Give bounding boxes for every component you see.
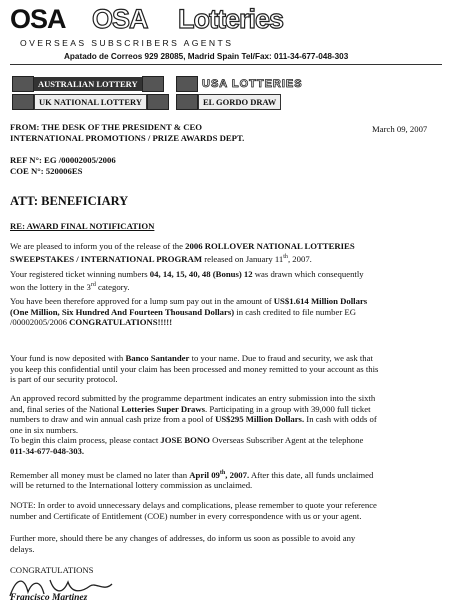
paragraph-payout <box>10 296 440 328</box>
banner-right <box>176 76 307 110</box>
p2-text-2: was drawn which consequently <box>252 269 364 279</box>
p7-text: NOTE: In order to avoid unnecessary delays and complications, please remember to quote your reference <box>10 500 377 510</box>
logo-abbr: OSA <box>10 4 66 34</box>
banner-usa-lotteries: USA LOTTERIES <box>202 78 303 90</box>
australia-flag-icon <box>12 76 34 92</box>
uk-flag-icon <box>147 94 169 110</box>
p6-year: , 2007. <box>225 469 250 480</box>
p3-text: You have been therefore approved for a lump sum pay out in the amount of <box>10 296 274 306</box>
uk-flag-icon <box>12 94 34 110</box>
p1-sweepstakes: SWEEPSTAKES / INTERNATIONAL PROGRAM <box>10 253 203 264</box>
coe-number: COE N°: 520006ES <box>10 166 83 176</box>
paragraph-numbers <box>10 269 440 292</box>
p4-text-4: is part of our security protocol. <box>10 374 118 385</box>
p5-pool: US$295 Million Dollars. <box>215 414 305 425</box>
p6-text-2: After this date, all funds unclaimed <box>249 469 374 480</box>
att-heading: ATT: BENEFICIARY <box>10 194 129 208</box>
banner-australian-lottery: AUSTRALIAN LOTTERY <box>34 77 142 91</box>
p1-text: We are pleased to inform you of the release of the <box>10 241 186 251</box>
p3-congrats: CONGRATULATIONS!!!!! <box>69 317 173 328</box>
paragraph-deadline <box>10 468 440 491</box>
p3-amount-words: (One Million, Six Hundred And Fourteen Thousand Dollars) <box>10 306 235 317</box>
p6-sup: th <box>219 470 226 476</box>
p5-text-4: numbers to draw and win annual cash prize from a pool of <box>10 414 216 425</box>
p2-numbers: 04, 14, 15, 40, 48 (Bonus) 12 <box>149 269 253 279</box>
p4-text-2: to your name. Due to fraud and security, we ask that <box>189 353 373 363</box>
p2-text: Your registered ticket winning numbers <box>10 269 150 279</box>
p2-text-3: won the lottery in the 3 <box>10 281 91 292</box>
paragraph-address-change <box>10 533 440 554</box>
re-heading: RE: AWARD FINAL NOTIFICATION <box>10 221 155 231</box>
from-line-2: INTERNATIONAL PROMOTIONS / PRIZE AWARDS DEPT. <box>10 133 245 143</box>
p8-text: Further more, should there be any changes of addresses, do inform us soon as possible to avoid any <box>10 533 356 543</box>
australia-flag-icon <box>142 76 164 92</box>
p5-text: An approved record submitted by the programme department indicates an entry submission into the sixth <box>10 393 376 403</box>
p1-program: 2006 ROLLOVER NATIONAL LOTTERIES <box>185 241 355 251</box>
paragraph-deposit <box>10 353 440 385</box>
ref-number: REF N°: EG /00002005/2006 <box>10 155 116 165</box>
letter-date: March 09, 2007 <box>372 124 428 134</box>
letterhead-logo <box>10 4 440 36</box>
p6-deadline: April 09 <box>189 469 220 480</box>
p3-file-number: /00002005/2006 <box>10 317 70 328</box>
p5-super-draws: Lotteries Super Draws <box>121 403 206 414</box>
p8-text-2: delays. <box>10 543 35 554</box>
p3-amount: US$1.614 Million Dollars <box>273 296 368 306</box>
signature-name: Francisco Martinez <box>10 593 88 603</box>
p1-sup: th <box>283 253 288 260</box>
spain-flag-icon <box>176 94 198 110</box>
header-divider <box>10 64 442 65</box>
p1-year: , 2007. <box>287 253 312 264</box>
paragraph-record <box>10 393 440 457</box>
banner-el-gordo-draw: EL GORDO DRAW <box>198 94 281 110</box>
banner-left <box>12 76 169 110</box>
logo-name-1: OSA <box>92 4 148 34</box>
p3-text-2: in cash credited to file number EG <box>234 306 356 317</box>
p5-phone: 011-34-677-048-303. <box>10 445 85 456</box>
banner-uk-national-lottery: UK NATIONAL LOTTERY <box>34 94 147 110</box>
p5-agent-name: JOSE BONO <box>160 435 210 446</box>
paragraph-release <box>10 241 440 264</box>
p7-text-2: number and Certificate of Entitlement (COE) number in every correspondence with us or your agent. <box>10 510 362 521</box>
p6-text: Remember all money must be clamed no later than <box>10 469 190 480</box>
from-line-1: FROM: THE DESK OF THE PRESIDENT & CEO <box>10 122 203 132</box>
p4-bank: Banco Santander <box>125 353 190 363</box>
p5-text-2: and, final series of the National <box>10 403 122 414</box>
p5-text-8: Overseas Subscriber Agent at the telephone <box>209 435 364 446</box>
p4-text-3: you keep this confidential until your claim has been processed and money remitted to your account as this <box>10 363 379 374</box>
p5-text-5: In cash with odds of <box>304 414 377 425</box>
header-address: Apatado de Correos 929 28085, Madrid Spain Tel/Fax: 011-34-677-048-303 <box>64 52 349 61</box>
p4-text: Your fund is now deposited with <box>10 353 126 363</box>
paragraph-note <box>10 500 440 521</box>
p5-text-7: To begin this claim process, please contact <box>10 435 161 446</box>
p2-text-4: category. <box>95 281 130 292</box>
p1-released: released on January 11 <box>202 253 284 264</box>
p5-text-3: . Participating in a group with 39,000 full ticket <box>205 403 371 414</box>
usa-flag-icon <box>176 76 198 92</box>
p6-text-3: will be returned to the International lottery commission as unclaimed. <box>10 480 253 491</box>
p2-sup: rd <box>90 281 96 288</box>
closing: CONGRATULATIONS <box>10 565 94 575</box>
logo-name-2: Lotteries <box>178 4 284 34</box>
agents-tagline: OVERSEAS SUBSCRIBERS AGENTS <box>20 38 234 48</box>
p5-text-6: one in six numbers. <box>10 424 79 435</box>
